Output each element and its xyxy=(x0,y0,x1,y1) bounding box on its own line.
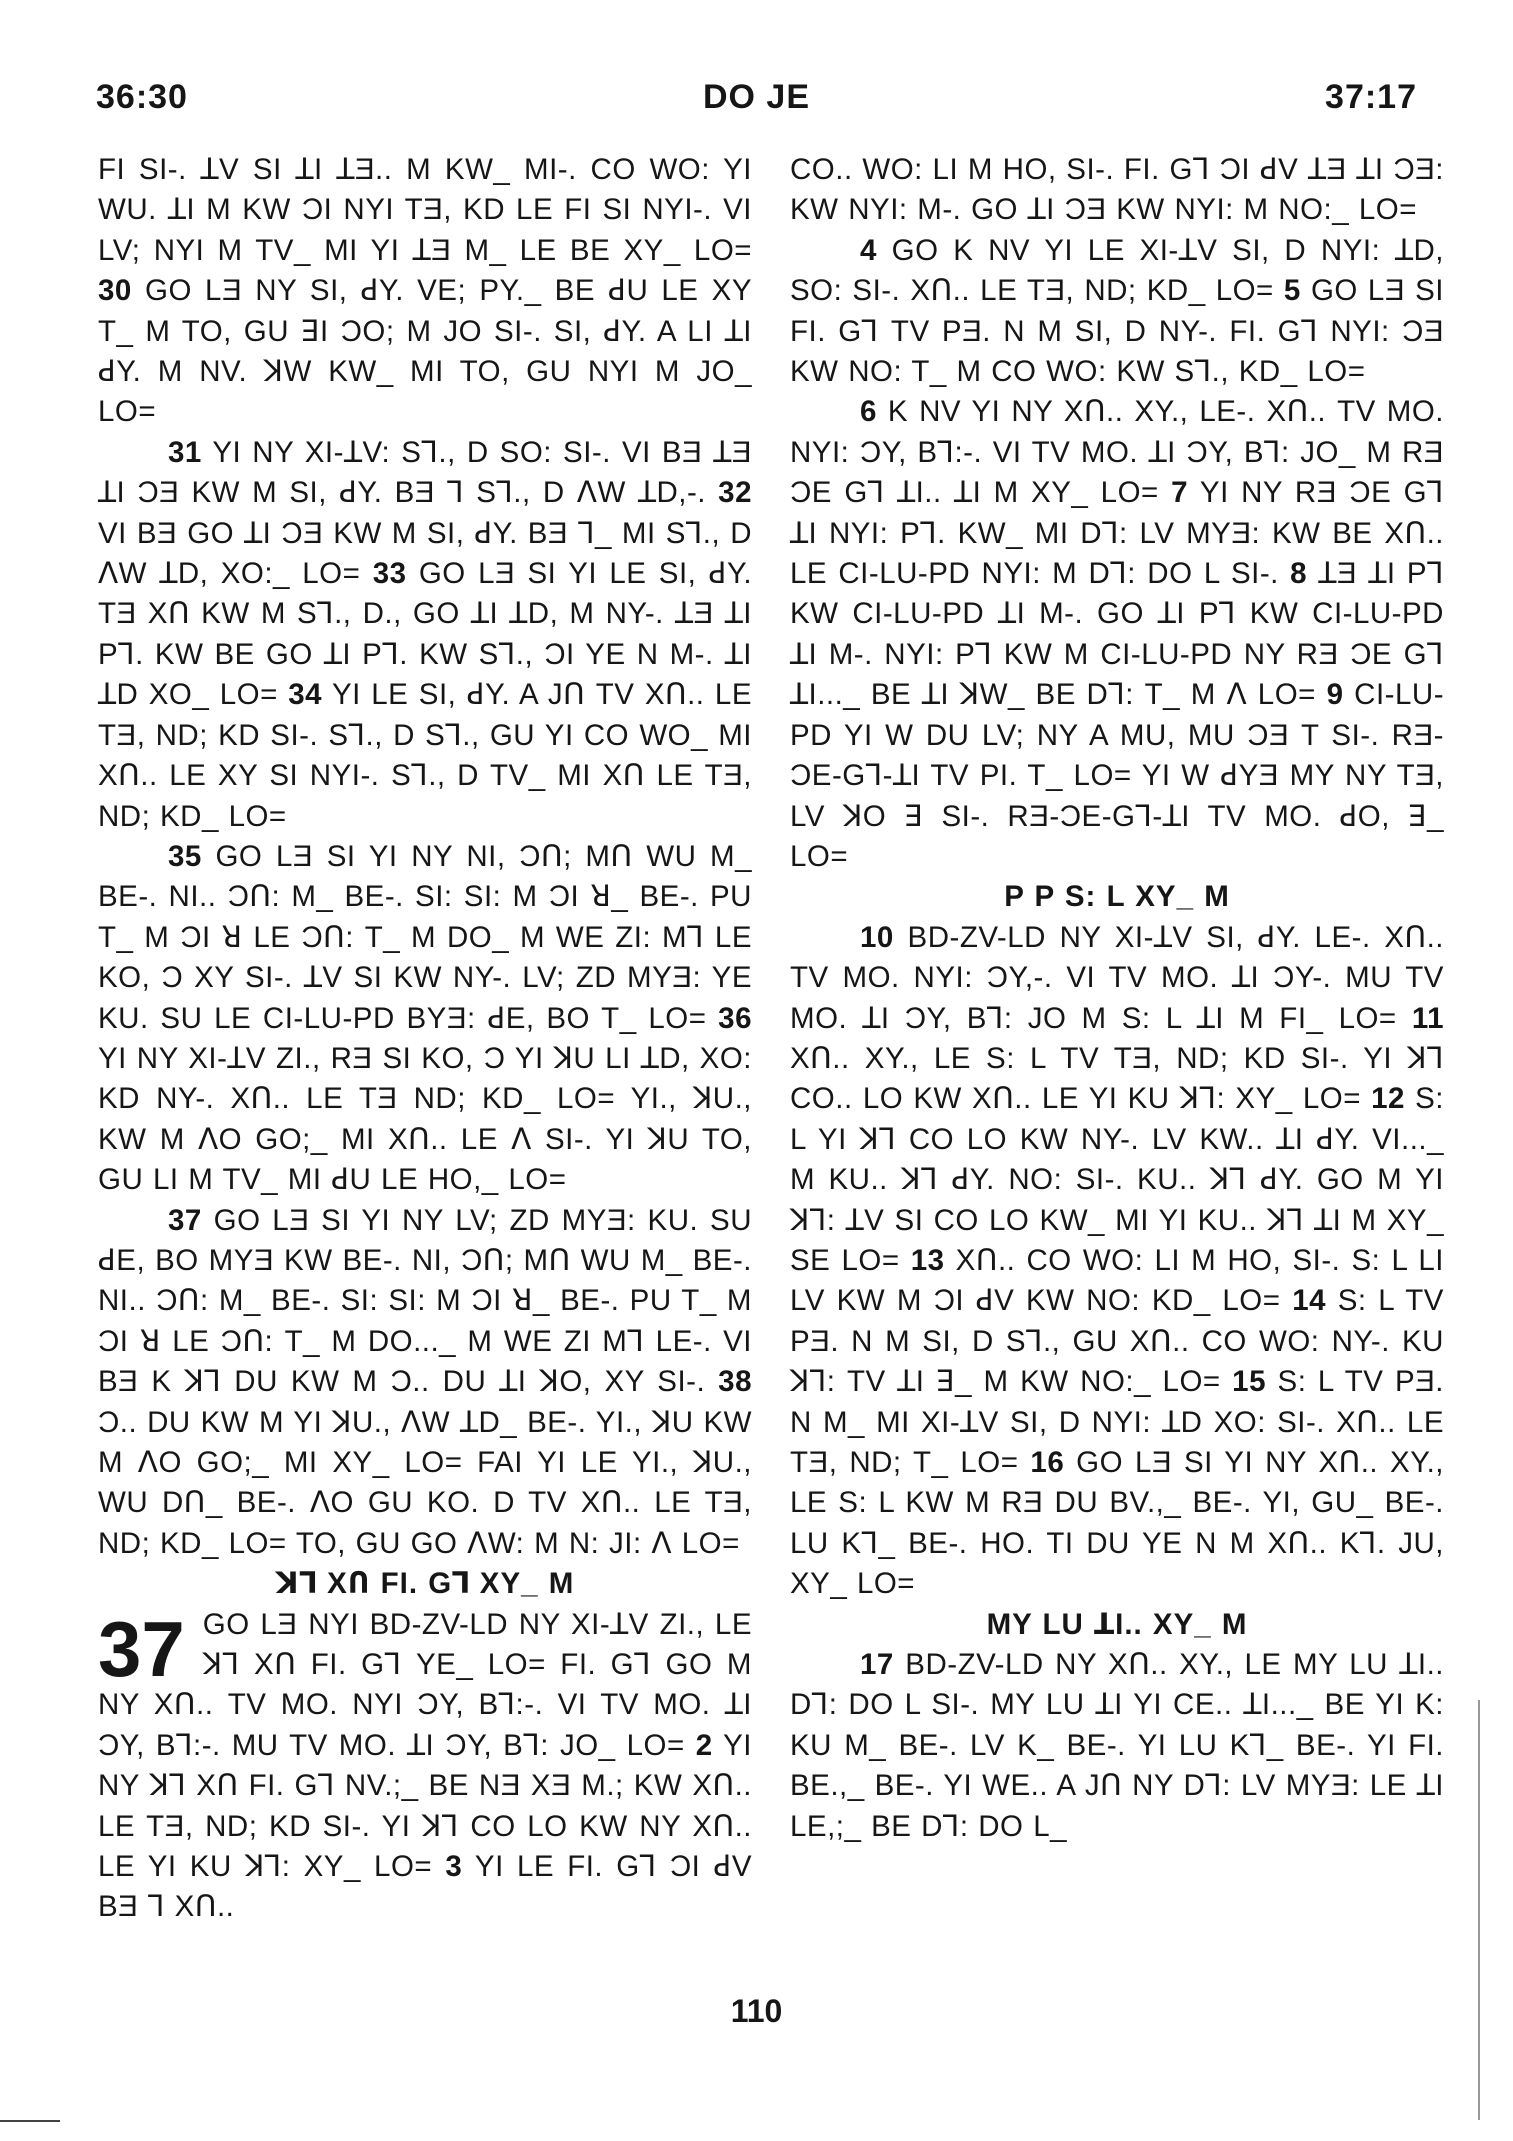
verse-text: K NV YI NY XՈ.. XY., LE-. XՈ.. TV MO. NYI: ƆY, Bꓶ:-. VI TV MO. ꓕI ƆY, Bꓶ: JO_ M RƎ ƆE Gꓶ ꓕI.. ꓕI M XY_ LO= xyxy=(790,395,1444,510)
paragraph xyxy=(790,918,1444,1605)
paragraph xyxy=(98,837,752,1201)
verse-text: GO LƎ SI YI LE SI, ꓒY. TƎ XՈ KW M Sꓶ., D., GO ꓕI ꓕD, M NY-. ꓕƎ ꓕI Pꓶ. KW BE GO ꓕI Pꓶ. KW Sꓶ., ƆI YE N M-. ꓕI ꓕD XO_ LO= xyxy=(98,557,753,712)
paragraph xyxy=(790,392,1444,877)
verse-number: 6 xyxy=(860,395,877,429)
verse-number: 15 xyxy=(1232,1365,1266,1399)
paragraph xyxy=(790,231,1444,393)
verse-text: YI NY RƎ ƆE Gꓶ ꓕI NYI: Pꓶ. KW_ MI Dꓶ: LV MYƎ: KW BE XՈ.. LE CI-LU-PD NYI: M Dꓶ: DO L SI-. xyxy=(790,476,1444,591)
verse-text: GO LƎ SI YI NY NI, ƆՈ; MՈ WU M_ BE-. NI.. ƆՈ: M_ BE-. SI: SI: M ƆI ꓤ_ BE-. PU T_ M ƆI ꓤ LE ƆՈ: T_ M DO_ M WE ZI: Mꓶ LE KO, Ɔ XY SI-. ꓕV SI KW NY-. LV; ZD MYƎ: YE KU. SU LE CI-LU-PD BYƎ: ꓒE, BO T_ LO= xyxy=(98,839,753,1035)
header-right-reference: 37:17 xyxy=(1325,78,1417,116)
right-column xyxy=(790,150,1444,1847)
paragraph xyxy=(98,150,752,433)
verse-text: ꓕƎ ꓕI Pꓶ KW CI-LU-PD ꓕI M-. GO ꓕI Pꓶ KW CI-LU-PD ꓕI M-. NYI: Pꓶ KW M CI-LU-PD NY RƎ ƆE Gꓶ ꓕI..._ BE ꓕI ꓘW_ BE Dꓶ: T_ M ꓥ LO= xyxy=(790,557,1445,712)
running-header xyxy=(96,78,1417,130)
page-number: 110 xyxy=(730,1993,783,2029)
scan-edge-mark xyxy=(0,2120,60,2122)
paragraph-text: FI SI-. ꓕV SI ꓕI ꓕƎ.. M KW_ MI-. CO WO: YI WU. ꓕI M KW ƆI NYI TƎ, KD LE FI SI NYI-. VI LV; NYI M TV_ MI YI ꓕƎ M_ LE BE XY_ LO= xyxy=(98,153,752,267)
header-book-title: DO JE xyxy=(702,78,811,116)
verse-number: 11 xyxy=(1411,1001,1445,1035)
verse-number: 13 xyxy=(910,1243,945,1277)
section-heading: P P S: L XY_ M xyxy=(1004,880,1230,914)
section-heading: MY LU ꓕI.. XY_ M xyxy=(986,1607,1248,1641)
verse-number: 37 xyxy=(168,1203,202,1237)
verse-text: GO LƎ NY SI, ꓒY. VE; PY._ BE ꓒU LE XY T_ M TO, GU ꓱI ƆO; M JO SI-. SI, ꓒY. A LI ꓕI ꓒY. M NV. ꓘW KW_ MI TO, GU NYI M JO_ LO= xyxy=(98,274,752,429)
verse-number: 4 xyxy=(860,233,877,267)
verse-number: 32 xyxy=(718,476,752,510)
verse-text: GO K NV YI LE XI-ꓕV SI, D NYI: ꓕD, SO: SI-. XՈ.. LE TƎ, ND; KD_ LO= xyxy=(790,233,1444,308)
verse-number: 5 xyxy=(1283,274,1301,308)
verse-number: 7 xyxy=(1171,476,1189,510)
verse-number: 10 xyxy=(860,920,894,954)
verse-number: 17 xyxy=(860,1648,894,1682)
verse-number: 12 xyxy=(1371,1082,1405,1116)
verse-text: GO LƎ SI YI NY XՈ.. XY., LE S: L KW M RƎ DU BV.,_ BE-. YI, GU_ BE-. LU Kꓶ_ BE-. HO. TI DU YE N M XՈ.. Kꓶ. JU, XY_ LO= xyxy=(790,1446,1444,1601)
verse-text: CI-LU-PD YI W DU LV; NY A MU, MU ƆƎ T SI-. RƎ-ƆE-Gꓶ-ꓕI TV PI. T_ LO= YI W ꓒYƎ MY NY TƎ, LV ꓘO ꓱ SI-. RƎ-ƆE-Gꓶ-ꓕI TV MO. ꓒO, ꓱ_ LO= xyxy=(790,678,1445,873)
paragraph xyxy=(98,433,752,837)
paragraph xyxy=(790,150,1444,231)
verse-text: BD-ZV-LD NY XՈ.. XY., LE MY LU ꓕI.. Dꓶ: DO L SI-. MY LU ꓕI YI CE.. ꓕI..._ BE YI K: KU M_ BE-. LV K_ BE-. YI LU Kꓶ_ BE-. YI FI. BE.,_ BE-. YI WE.. A JՈ NY Dꓶ: LV MYƎ: LE ꓕI LE,;_ BE Dꓶ: DO L_ xyxy=(790,1648,1444,1843)
verse-number: 35 xyxy=(168,839,202,873)
verse-text: GO LƎ SI FI. Gꓶ TV PƎ. N M SI, D NY-. FI. Gꓶ NYI: ƆƎ KW NO: T_ M CO WO: KW Sꓶ., KD_ LO= xyxy=(790,274,1444,389)
verse-number: 30 xyxy=(98,274,132,308)
section-heading: ꓘꓶ XՈ FI. Gꓶ XY_ M xyxy=(275,1567,575,1601)
verse-number: 14 xyxy=(1292,1284,1327,1318)
verse-text: S: L YI ꓘꓶ CO LO KW NY-. LV KW.. ꓕI ꓒY. VI..._ M KU.. ꓘꓶ ꓒY. NO: SI-. KU.. ꓘꓶ ꓒY. GO M YI ꓘꓶ: ꓕV SI CO LO KW_ MI YI KU.. ꓘꓶ ꓕI M XY_ SE LO= xyxy=(790,1082,1444,1277)
verse-number: 31 xyxy=(168,435,202,469)
verse-text: Ɔ.. DU KW M YI ꓘU., ꓥW ꓕD_ BE-. YI., ꓘU KW M ꓥO GO;_ MI XY_ LO= FAI YI LE YI., ꓘU., WU DՈ_ BE-. ꓥO GU KO. D TV XՈ.. LE TƎ, ND; KD_ LO= TO, GU GO ꓥW: M N: JI: ꓥ LO= xyxy=(98,1405,752,1560)
verse-text: VI BƎ GO ꓕI ƆƎ KW M SI, ꓒY. BƎ ꓶ_ MI Sꓶ., D ꓥW ꓕD, XO:_ LO= xyxy=(98,516,752,591)
left-column xyxy=(98,150,752,1928)
paragraph-text: CO.. WO: LI M HO, SI-. FI. Gꓶ ƆI ꓒV ꓕƎ ꓕI ƆƎ: KW NYI: M-. GO ꓕI ƆƎ KW NYI: M NO:_ LO= xyxy=(790,153,1444,227)
verse-number: 36 xyxy=(718,1001,752,1035)
verse-text: YI NY ꓘꓶ XՈ FI. Gꓶ NV.;_ BE NƎ XƎ M.; KW XՈ.. LE TƎ, ND; KD SI-. YI ꓘꓶ CO LO KW NY XՈ.. LE YI KU ꓘꓶ: XY_ LO= xyxy=(98,1728,752,1884)
chapter-number: 37 xyxy=(98,1604,185,1693)
verse-text: GO LƎ SI YI NY LV; ZD MYƎ: KU. SU ꓒE, BO MYƎ KW BE-. NI, ƆՈ; MՈ WU M_ BE-. NI.. ƆՈ: M_ BE-. SI: SI: M ƆI ꓤ_ BE-. PU T_ M ƆI ꓤ LE ƆՈ: T_ M DO..._ M WE ZI Mꓶ LE-. VI BƎ K ꓘꓶ DU KW M Ɔ.. DU ꓕI ꓘO, XY SI-. xyxy=(98,1203,752,1399)
verse-text: XՈ.. CO WO: LI M HO, SI-. S: L LI LV KW M ƆI ꓒV KW NO: KD_ LO= xyxy=(790,1243,1445,1318)
verse-text: YI NY XI-ꓕV ZI., RƎ SI KO, Ɔ YI ꓘU LI ꓕD, XO: KD NY-. XՈ.. LE TƎ ND; KD_ LO= YI., ꓘU., KW M ꓥO GO;_ MI XՈ.. LE ꓥ SI-. YI ꓘU TO, GU LI M TV_ MI ꓒU LE HO,_ LO= xyxy=(98,1041,752,1197)
header-left-reference: 36:30 xyxy=(96,78,188,116)
verse-number: 2 xyxy=(695,1728,713,1762)
verse-number: 34 xyxy=(288,678,323,712)
verse-text: GO LƎ NYI BD-ZV-LD NY XI-ꓕV ZI., LE ꓘꓶ XՈ FI. Gꓶ YE_ LO= FI. Gꓶ GO M NY XՈ.. TV MO. NYI ƆY, Bꓶ:-. VI TV MO. ꓕI ƆY, Bꓶ:-. MU TV MO. ꓕI ƆY, Bꓶ: JO_ LO= xyxy=(98,1607,752,1762)
verse-text: S: L TV PƎ. N M SI, D Sꓶ., GU XՈ.. CO WO: NY-. KU ꓘꓶ: TV ꓕI ꓱ_ M KW NO:_ LO= xyxy=(790,1284,1444,1399)
paragraph xyxy=(790,1645,1444,1847)
verse-number: 33 xyxy=(372,557,407,591)
chapter-start-paragraph xyxy=(98,1605,752,1928)
verse-number: 8 xyxy=(1290,557,1308,591)
scan-edge-line xyxy=(1478,1700,1480,2120)
verse-text: YI NY XI-ꓕV: Sꓶ., D SO: SI-. VI BƎ ꓕƎ ꓕI ƆƎ KW M SI, ꓒY. BƎ ꓶ Sꓶ., D ꓥW ꓕD,-. xyxy=(98,435,752,510)
verse-number: 3 xyxy=(445,1850,463,1884)
paragraph xyxy=(98,1201,752,1565)
verse-number: 16 xyxy=(1030,1446,1065,1479)
verse-number: 9 xyxy=(1326,678,1344,712)
verse-text: YI LE SI, ꓒY. A JՈ TV XՈ.. LE TƎ, ND; KD SI-. Sꓶ., D Sꓶ., GU YI CO WO_ MI XՈ.. LE XY SI NYI-. Sꓶ., D TV_ MI XՈ LE TƎ, ND; KD_ LO= xyxy=(98,678,752,833)
verse-text: YI LE FI. Gꓶ ƆI ꓒV BƎ ꓶ XՈ.. xyxy=(98,1850,753,1924)
verse-number: 38 xyxy=(718,1365,752,1399)
verse-text: S: L TV PƎ. N M_ MI XI-ꓕV SI, D NYI: ꓕD XO: SI-. XՈ.. LE TƎ, ND; T_ LO= xyxy=(790,1365,1444,1479)
verse-text: BD-ZV-LD NY XI-ꓕV SI, ꓒY. LE-. XՈ.. TV MO. NYI: ƆY,-. VI TV MO. ꓕI ƆY-. MU TV MO. ꓕI ƆY, Bꓶ: JO M S: L ꓕI M FI_ LO= xyxy=(790,920,1444,1035)
verse-text: XՈ.. XY., LE S: L TV TƎ, ND; KD SI-. YI ꓘꓶ CO.. LO KW XՈ.. LE YI KU ꓘꓶ: XY_ LO= xyxy=(790,1041,1444,1116)
